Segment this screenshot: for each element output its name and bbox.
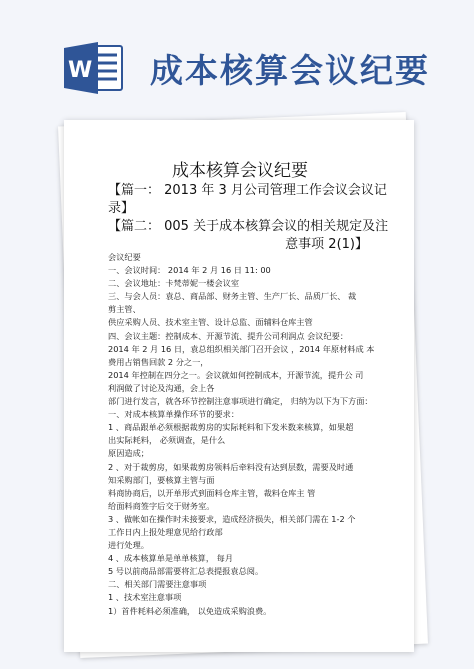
document-page <box>64 120 414 652</box>
section-heading-2 <box>108 218 398 254</box>
body-line: 2014 年控制在四分之一。会议就如何控制成本，开源节流，提升公 司 <box>108 369 364 380</box>
body-line: 出实际耗料， 必须调查，是什么 <box>108 435 226 446</box>
body-line: 利润做了讨论及沟通，会上各 <box>108 382 215 393</box>
body-line: 供应采购人员、技术室主管、设计总监、面辅料仓库主管 <box>108 317 313 328</box>
body-line: 原因造成； <box>108 448 149 459</box>
document-body <box>108 251 404 618</box>
word-document-icon <box>64 42 124 94</box>
body-line: 费用占销售回款 2 分之一， <box>108 356 209 367</box>
body-line: 1 、技术室注意事项 <box>108 592 182 603</box>
svg-text:W: W <box>68 58 93 83</box>
body-line: 5 号以前商品部需要将汇总表提报袁总阅。 <box>108 566 264 577</box>
body-line: 一、会议时间： 2014 年 2 月 16 日 11: 00 <box>108 265 271 276</box>
body-line: 二、相关部门需要注意事项 <box>108 579 207 590</box>
document-title: 成本核算会议纪要 <box>172 161 308 181</box>
body-line: 4 、成本核算单是单单核算， 每月 <box>108 553 234 564</box>
body-line: 三、与会人员：袁总、商品部、财务主管、生产厂长、品质厂长、 裁 <box>108 291 357 302</box>
banner-title: 成本核算会议纪要 <box>150 51 430 90</box>
body-line: 剪主管、 <box>108 304 141 315</box>
section-1-line-2: 录】 <box>108 201 135 216</box>
body-line: 料商协商后，以开单形式到面料仓库主管，裁料仓库主 管 <box>108 487 316 498</box>
body-line: 1 、商品跟单必须根据裁剪房的实际耗料和下发米数来核算，如果超 <box>108 422 354 433</box>
body-line: 部门进行发言，就各环节控制注意事项进行确定， 归纳为以下为下方面： <box>108 396 373 407</box>
body-line: 知采购部门，要核算主管与面 <box>108 474 215 485</box>
body-line: 1）首件耗料必须准确， 以免造成采购浪费。 <box>108 605 272 616</box>
body-line: 2 、对于裁剪房，如果裁剪房领料后牵料没有达到层数，需要及时通 <box>108 461 354 472</box>
body-line: 会议纪要 <box>108 252 141 262</box>
body-line: 3 、做帐如在操作时未接要求，造成经济损失，相关部门需在 1-2 个 <box>108 513 356 524</box>
section-heading-1 <box>108 182 398 218</box>
header-banner <box>0 0 474 115</box>
body-line: 二、会议地址：卡梵蒂妮一楼会议室 <box>108 278 240 289</box>
body-line: 一、对成本核算单操作环节的要求： <box>108 409 240 420</box>
body-line: 工作日内上报处理意见给行政部 <box>108 526 223 537</box>
body-line: 给面料商签字后交于财务室。 <box>108 500 215 511</box>
body-line: 2014 年 2 月 16 日，袁总组织相关部门召开会议 ，2014 年原材料成 本 <box>108 343 375 354</box>
section-2-line-1: 【篇二： 005 关于成本核算会议的相关规定及注 <box>108 219 389 234</box>
body-line: 四、会议主题：控制成本、开源节流、提升公司利润点 会议纪要： <box>108 330 349 341</box>
section-1-line-1: 【篇一： 2013 年 3 月公司管理工作会议会议记 <box>108 183 387 198</box>
section-2-line-2: 意事项 2(1)】 <box>285 237 368 252</box>
body-line: 进行处理。 <box>108 540 149 551</box>
